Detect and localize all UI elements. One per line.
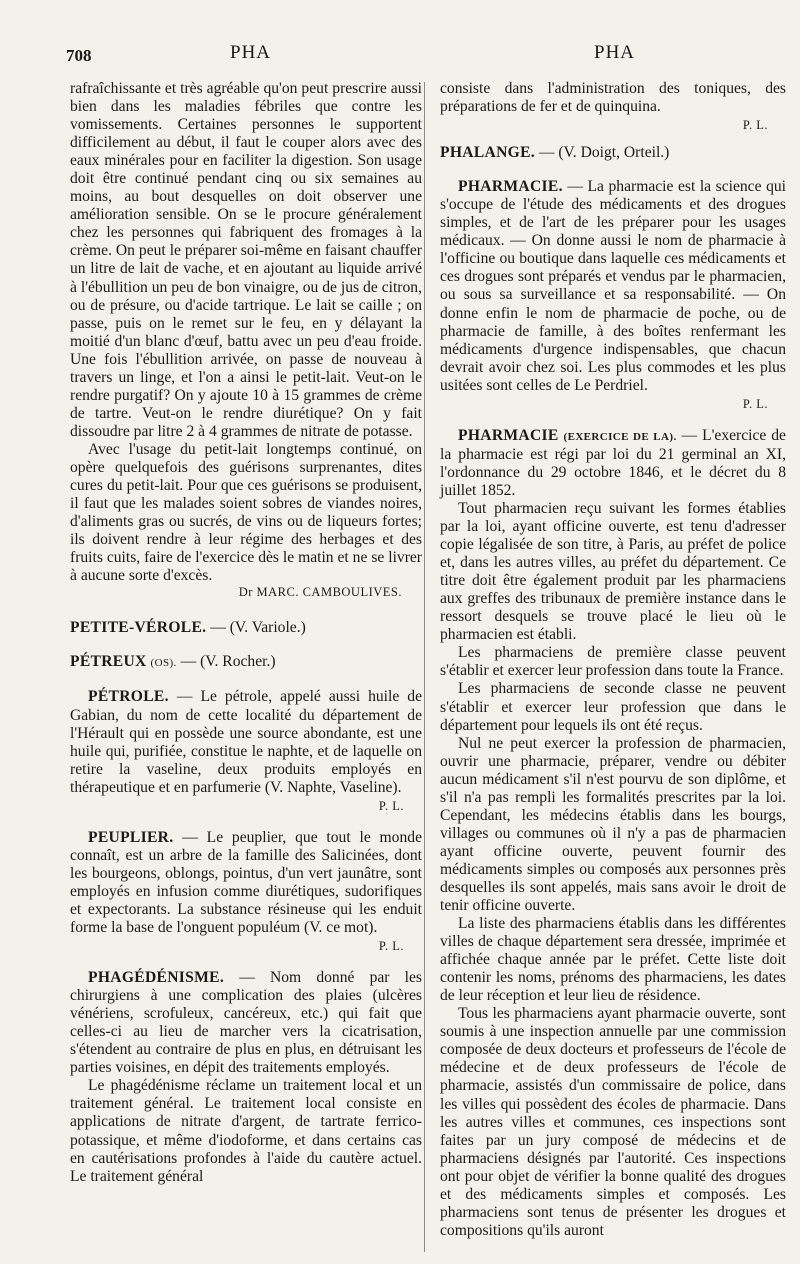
entry-phagedenisme xyxy=(70,969,422,1186)
headword: PÉTREUX xyxy=(70,653,147,671)
column-divider xyxy=(424,82,425,1252)
headword: PHARMACIE. xyxy=(458,178,563,196)
headword-qualifier: (OS). xyxy=(150,657,177,670)
entry-body: — Nom donné par les chirurgiens à une complication des plaies (ulcères vénériens, scrofuleux, cancéreux, etc.) qui fait que celles-ci au lieu de marcher vers la cicatrisation, s'étendent au contraire de plus en plus, en détruisant les parties voisines, en dépit des traitements employés. xyxy=(70,969,422,1077)
author-signature: P. L. xyxy=(378,939,404,954)
headword: PEUPLIER. xyxy=(88,828,174,846)
paragraph: Les pharmaciens de seconde classe ne peuvent s'établir et exercer leur profession que dans le département pour lequels ils ont été reçus. xyxy=(440,680,786,734)
headword: PHAGÉDÉNISME. xyxy=(88,969,225,987)
author-signature: P. L. xyxy=(742,396,768,411)
paragraph: Tout pharmacien reçu suivant les formes établies par la loi, ayant officine ouverte, est tenu d'adresser copie légalisée de son titre, à Paris, au préfet de police et, dans les autres villes, au préfet du département. Ce titre doit être également produit par les pharmaciens aux greffes des tribunaux de première instance dans le ressort desquels se trouve placé le lieu où le pharmacien est établi. xyxy=(440,499,786,644)
entry-petreux xyxy=(70,653,422,672)
paragraph: rafraîchissante et très agréable qu'on peut prescrire aussi bien dans les maladies fébriles que contre les vomissements. Certaines personnes le supportent difficilement au début, il faut le couper alors avec des eaux minérales pour en faciliter la digestion. Son usage doit être continué pendant cinq ou six semaines au moins, au bout desquelles on doit observer une amélioration sensible. On se le procure généralement chez les personnes qui fabriquent des fromages à la crème. On peut le préparer soi-même en faisant chauffer un litre de lait de vache, et en ajoutant au liquide arrivé à l'ébullition un peu de bon vinaigre, ou de jus de citron, ou de présure, ou d'acide tartrique. Le lait se caille ; on passe, puis on le remet sur le feu, en y délayant la moitié d'un blanc d'œuf, battu avec un peu d'eau froide. Une fois l'ébullition arrivée, on passe de nouveau à travers un linge, et l'on a ainsi le petit-lait. Veut-on le rendre purgatif? On y ajoute 10 à 15 grammes de crème de tartre. Veut-on le rendre diurétique? On y fait dissoudre par litre 2 à 4 grammes de nitrate de potasse. xyxy=(70,80,422,440)
paragraph: Nul ne peut exercer la profession de pharmacien, ouvrir une pharmacie, préparer, vendre ou débiter aucun médicament s'il n'est pourvu de son diplôme, et s'il n'a pas rempli les formalités prescrites par la loi. Cependant, les médecins établis dans les bourgs, villages ou communes où il n'y a pas de pharmacien ayant officine ouverte, peuvent fournir des médicaments simples ou composés aux personnes près desquelles ils sont appelés, mais sans avoir le droit de tenir officine ouverte. xyxy=(440,734,786,915)
paragraph: Le phagédénisme réclame un traitement local et un traitement général. Le traitement local consiste en applications de nitrate d'argent, de tartrate ferrico-potassique, et même d'iodoforme, et dans certains cas en cautérisations profondes à l'aide du cautère actuel. Le traitement général xyxy=(70,1077,422,1185)
entry-body: — Le pétrole, appelé aussi huile de Gabian, du nom de cette localité du département de l'Hérault qui en possède une source abondante, est une huile qui, purifiée, constitue le naphte, et de laquelle on retire la vaseline, deux produits employés en thérapeutique et en parfumerie (V. Naphte, Vaseline). xyxy=(70,688,422,796)
entry-body: — (V. Variole.) xyxy=(206,619,306,637)
paragraph: La liste des pharmaciens établis dans les différentes villes de chaque département sera dressée, imprimée et affichée chaque année par le préfet. Cette liste doit contenir les noms, prénoms des pharmaciens, les dates de leur réception et leur lieu de résidence. xyxy=(440,915,786,1005)
entry-phalange xyxy=(440,144,786,162)
entry-pharmacie xyxy=(440,178,786,413)
headword: PÉTROLE. xyxy=(88,688,169,706)
entry-body: — (V. Rocher.) xyxy=(176,653,276,671)
author-signature: Dr MARC. CAMBOULIVES. xyxy=(238,585,402,600)
entry-phagedenisme-continued xyxy=(440,80,786,134)
headword: PETITE-VÉROLE. xyxy=(70,619,207,637)
author-signature: P. L. xyxy=(378,798,404,813)
entry-body: — La pharmacie est la science qui s'occupe de l'étude des médicaments et des drogues simples, et de l'art de les préparer pour les usages médicaux. — On donne aussi le nom de pharmacie à l'officine ou boutique dans laquelle ces médicaments et ces drogues sont préparés et vendus par le pharmacien, ou sous sa surveillance et sa responsabilité. — On donne enfin le nom de pharmacie de poche, ou de pharmacie de famille, à des boîtes renfermant les médicaments d'urgence indispensables, que chacun devrait avoir chez soi. Les plus commodes et les plus usitées sont celles de Le Perdriel. xyxy=(440,178,786,394)
paragraph: Avec l'usage du petit-lait longtemps continué, on opère quelquefois des guérisons surprenantes, dites cures du petit-lait. Pour que ces guérisons se produisent, il faut que les malades soient sobres de viandes noires, d'aliments gras ou sucrés, de vins ou de liqueurs fortes; ils doivent rendre à leur régime des herbages et des fruits cuits, faire de l'exercice dès le matin et ne se livrer à aucune sorte d'excès. xyxy=(70,440,422,585)
entry-body: — Le peuplier, que tout le monde connaît, est un arbre de la famille des Salicinées, dont les bourgeons, oblongs, pointus, d'un vert jaunâtre, sont employés en infusion comme diurétiques, sudorifiques et expectorants. La substance résineuse qui les enduit forme la base de l'onguent populéum (V. ce mot). xyxy=(70,828,422,937)
entry-body: — L'exercice de la pharmacie est régi par loi du 21 germinal an XI, l'ordonnance du 29 octobre 1846, et le décret du 8 juillet 1852. xyxy=(440,426,786,499)
paragraph: Tous les pharmaciens ayant pharmacie ouverte, sont soumis à une inspection annuelle par une commission composée de deux docteurs et professeurs de l'école de médecine et de deux professeurs de l'école de pharmacie, assistés d'un commissaire de police, dans les villes qui possèdent des écoles de pharmacie. Dans les autres villes et communes, ces inspections sont faites par un jury composé de médecins et de pharmaciens désignés par l'autorité. Ces inspections ont pour objet de vérifier la bonne qualité des drogues et des médicaments simples et composés. Les pharmaciens sont tenus de présenter les drogues et compositions qu'ils auront xyxy=(440,1005,786,1239)
entry-pharmacie-exercice xyxy=(440,427,786,1240)
entry-peuplier xyxy=(70,829,422,955)
left-column xyxy=(70,80,422,1186)
paragraph: consiste dans l'administration des toniques, des préparations de fer et de quinquina. xyxy=(440,80,786,116)
right-column xyxy=(440,80,786,1240)
headword: PHARMACIE xyxy=(458,426,559,444)
running-head-right: PHA xyxy=(594,42,636,63)
entry-petite-verole xyxy=(70,619,422,637)
paragraph: Les pharmaciens de première classe peuvent s'établir et exercer leur profession dans toute la France. xyxy=(440,644,786,680)
entry-petit-lait-continued xyxy=(70,80,422,601)
entry-body: — (V. Doigt, Orteil.) xyxy=(534,144,670,162)
entry-petrole xyxy=(70,688,422,814)
running-head-left: PHA xyxy=(230,42,272,63)
author-signature: P. L. xyxy=(742,118,768,133)
page-number: 708 xyxy=(66,46,92,65)
headword-qualifier: (EXERCICE DE LA). xyxy=(563,430,677,443)
headword: PHALANGE. xyxy=(440,144,535,162)
